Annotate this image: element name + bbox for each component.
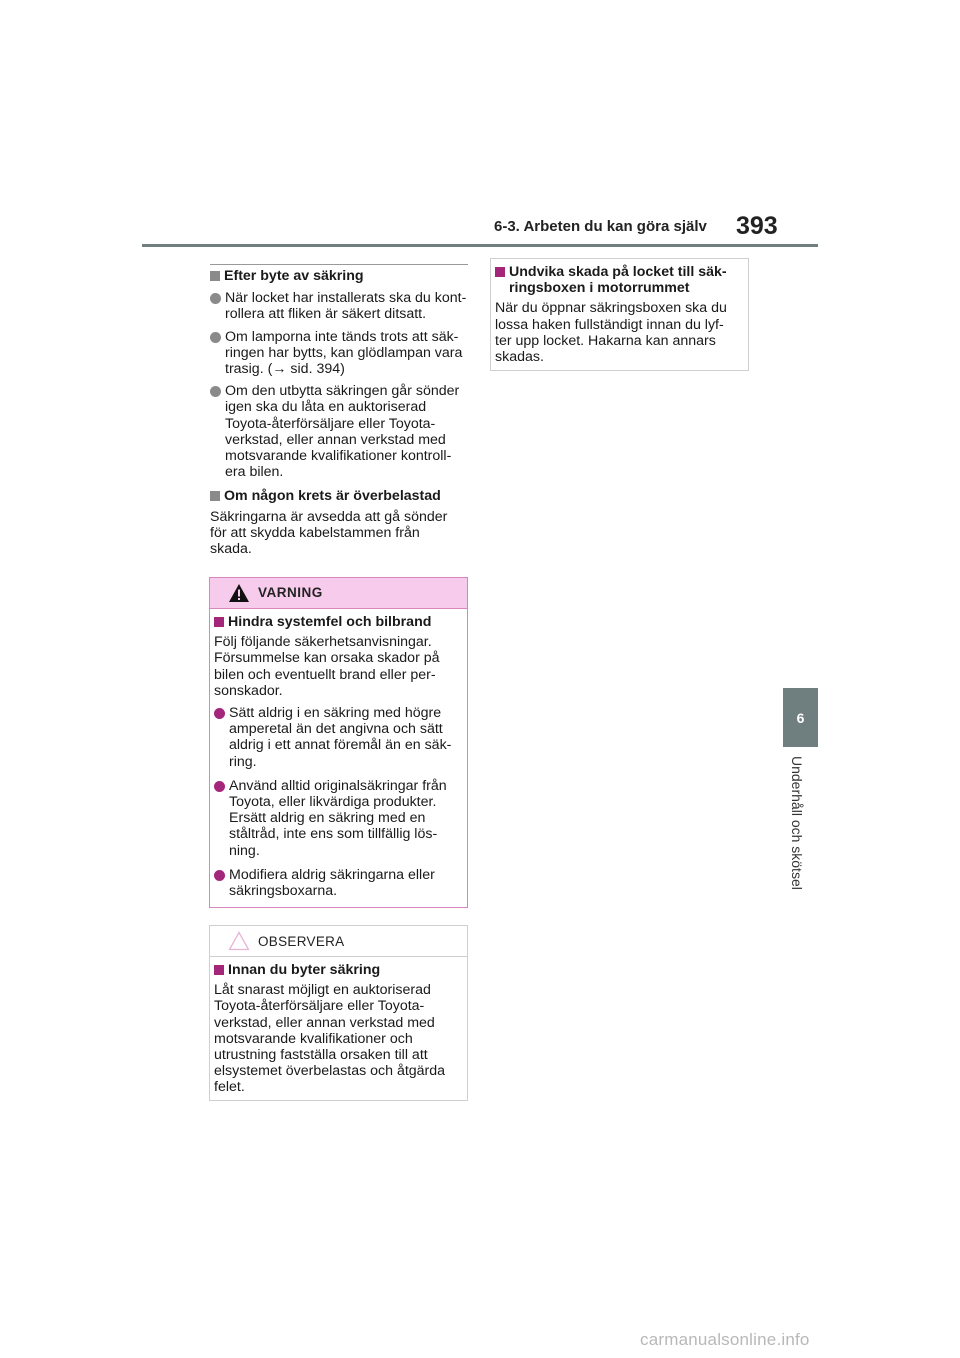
text-line: ring. [229, 753, 257, 770]
text-line: Om lamporna inte tänds trots att säk- [225, 328, 459, 345]
bullet-dot-icon [214, 708, 225, 719]
text-line: era bilen. [225, 464, 284, 481]
text-line: Modifiera aldrig säkringarna eller [229, 866, 435, 883]
text-line: ter upp locket. Hakarna kan annars [495, 332, 716, 349]
chapter-title [784, 756, 814, 906]
heading-text: Innan du byter säkring [228, 962, 381, 978]
list-item [210, 329, 472, 378]
text-line: motsvarande kvalifikationer och [214, 1030, 413, 1047]
square-bullet-icon [210, 271, 220, 281]
warning-label: VARNING [258, 585, 323, 600]
warning-header [210, 578, 467, 609]
text-line: ning. [229, 842, 260, 859]
header-rule [142, 244, 818, 247]
text-line: Använd alltid originalsäkringar från [229, 777, 447, 794]
bullet-dot-icon [214, 781, 225, 792]
text-line: Försummelse kan orsaka skador på [214, 650, 440, 667]
notice-label: OBSERVERA [258, 934, 345, 949]
page-reference-link[interactable]: trasig. (→ sid. 394) [225, 361, 345, 378]
heading-text: Hindra systemfel och bilbrand [228, 614, 432, 630]
paragraph [495, 300, 744, 365]
notice-triangle-icon [228, 931, 250, 951]
notice-header [210, 926, 467, 957]
info-box [490, 258, 749, 371]
warning-triangle-icon [228, 583, 250, 603]
text-line: bilen och eventuellt brand eller per- [214, 666, 436, 683]
text-line: säkringsboxarna. [229, 883, 338, 900]
text-line: Ersätt aldrig en säkring med en [229, 810, 426, 827]
notice-heading [214, 962, 463, 978]
text-line: lossa haken fullständigt innan du lyf- [495, 316, 724, 333]
section-heading [210, 268, 472, 284]
heading-text: Om någon krets är överbelastad [224, 488, 441, 505]
list-item [210, 383, 472, 480]
bullet-dot-icon [214, 870, 225, 881]
list-item [210, 290, 472, 322]
text-line: Låt snarast möjligt en auktoriserad [214, 982, 431, 999]
chapter-title-text: Underhåll och skötsel [789, 756, 805, 890]
text-line: Om den utbytta säkringen går sönder [225, 383, 460, 400]
bullet-dot-icon [210, 386, 221, 397]
section-divider [210, 264, 468, 265]
text-line: verkstad, eller annan verkstad med [225, 431, 446, 448]
page-number: 393 [736, 212, 778, 240]
heading-text: Efter byte av säkring [224, 268, 364, 284]
left-column [210, 268, 472, 557]
text-line: elsystemet överbelastas och åtgärda [214, 1063, 446, 1080]
section-title: 6-3. Arbeten du kan göra själv [494, 218, 707, 235]
text-line: Toyota, eller likvärdiga produkter. [229, 794, 437, 811]
text-line: verkstad, eller annan verkstad med [214, 1014, 435, 1031]
text-line: aldrig i ett annat föremål än en säk- [229, 737, 452, 754]
bullet-dot-icon [210, 293, 221, 304]
paragraph [214, 982, 463, 1095]
square-bullet-icon [214, 617, 224, 627]
square-bullet-icon [495, 267, 505, 277]
warning-box [209, 577, 468, 908]
text-line: Följ följande säkerhetsanvisningar. [214, 634, 432, 651]
text-line: rollera att fliken är säkert ditsatt. [225, 306, 427, 323]
info-heading [495, 264, 744, 296]
text-line: Sätt aldrig i en säkring med högre [229, 705, 442, 722]
text-line: amperetal än det angivna och sätt [229, 721, 443, 738]
text-line: Säkringarna är avsedda att gå sönder [210, 508, 448, 525]
watermark-link[interactable]: carmanualsonline.info [640, 1330, 810, 1349]
text-line: motsvarande kvalifikationer kontroll- [225, 448, 452, 465]
list-item [214, 705, 463, 770]
section-heading [210, 488, 472, 504]
paragraph [214, 634, 463, 699]
heading-text: ringsboxen i motorrummet [509, 280, 690, 297]
text-line: sonskador. [214, 682, 283, 699]
text-line: för att skydda kabelstammen från [210, 524, 420, 541]
text-line: Toyota-återförsäljare eller Toyota- [214, 998, 425, 1015]
text-line: igen ska du låta en auktoriserad [225, 399, 427, 416]
chapter-number: 6 [796, 709, 805, 726]
chapter-tab[interactable] [783, 688, 818, 747]
square-bullet-icon [210, 491, 220, 501]
text-line: Toyota-återförsäljare eller Toyota- [225, 415, 436, 432]
paragraph [210, 509, 472, 558]
notice-box [209, 925, 468, 1101]
heading-text: Undvika skada på locket till säk- [509, 264, 727, 280]
list-item [214, 778, 463, 859]
bullet-dot-icon [210, 332, 221, 343]
text-line: skadas. [495, 349, 544, 366]
list-item [214, 867, 463, 899]
text-line: utrustning fastställa orsaken till att [214, 1047, 428, 1064]
warning-heading [214, 614, 463, 630]
text-line: När locket har installerats ska du kont- [225, 290, 467, 307]
square-bullet-icon [214, 965, 224, 975]
text-line: ståltråd, inte ens som tillfällig lös- [229, 826, 438, 843]
warning-body [210, 609, 467, 899]
text-line: felet. [214, 1079, 245, 1096]
notice-body [210, 957, 467, 1096]
text-line: När du öppnar säkringsboxen ska du [495, 300, 727, 317]
text-line: skada. [210, 541, 252, 558]
text-line: ringen har bytts, kan glödlampan vara [225, 344, 463, 361]
